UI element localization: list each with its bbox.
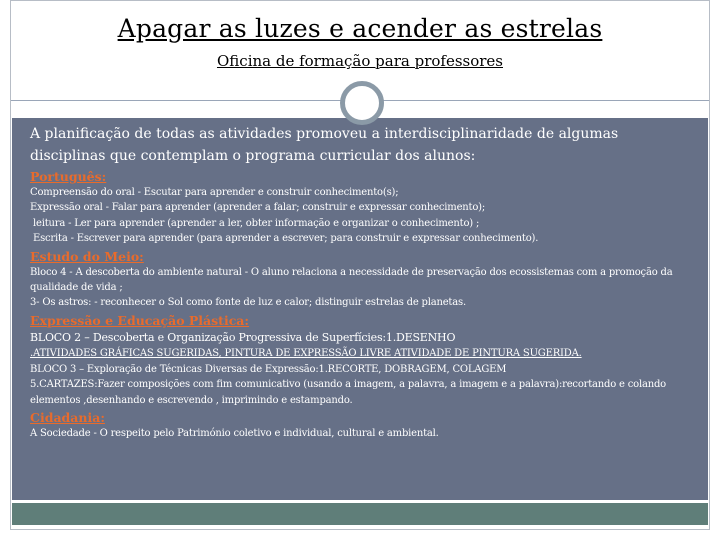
portugues-line: Escrita - Escrever para aprender (para aprender a escrever; para construir e expressar conhecimento). — [33, 233, 539, 245]
expressao-bloco2: BLOCO 2 – Descoberta e Organização Progressiva de Superfícies:1.DESENHO — [30, 330, 456, 344]
portugues-line: leitura - Ler para aprender (aprender a ler, obter informação e organizar o conhecimento) ; — [33, 217, 480, 229]
body-text — [30, 123, 695, 441]
section-heading-expressao: Expressão e Educação Plástica: — [30, 312, 250, 328]
estudo-line: 3- Os astros: - reconhecer o Sol como fonte de luz e calor; distinguir estrelas de planetas. — [30, 297, 466, 309]
section-heading-cidadania: Cidadania: — [30, 409, 105, 425]
portugues-line: Compreensão do oral - Escutar para aprender e construir conhecimento(s); — [30, 187, 399, 198]
intro-paragraph: A planificação de todas as atividades promoveu a interdisciplinaridade de algumas disciplinas que contemplam o programa curricular dos alunos: — [30, 126, 619, 164]
expressao-atividades: .ATIVIDADES GRÁFICAS SUGERIDAS, PINTURA DE EXPRESSÃO LIVRE ATIVIDADE DE PINTURA SUGERIDA. — [30, 348, 582, 360]
section-heading-estudo-do-meio: Estudo do Meio: — [30, 248, 144, 264]
footer-stripe — [12, 503, 708, 525]
expressao-bloco3: BLOCO 3 – Exploração de Técnicas Diversas de Expressão:1.RECORTE, DOBRAGEM, COLAGEM — [30, 363, 507, 375]
cidadania-line: A Sociedade - O respeito pelo Património coletivo e individual, cultural e ambiental. — [30, 427, 439, 439]
section-heading-portugues: Português: — [30, 169, 107, 184]
portugues-line: Expressão oral - Falar para aprender (aprender a falar; construir e expressar conhecimento); — [30, 202, 486, 214]
estudo-line: Bloco 4 - A descoberta do ambiente natural - O aluno relaciona a necessidade de preservação dos ecossistemas com a promoção da qualidade de vida ; — [30, 266, 673, 294]
expressao-cartazes: 5.CARTAZES:Fazer composições com fim comunicativo (usando a imagem, a palavra, a imagem e a palavra):recortando e colando elementos ,desenhando e escrevendo , imprimindo e estampando. — [30, 379, 666, 406]
circle-ornament — [340, 81, 384, 125]
slide-title: Apagar as luzes e acender as estrelas — [117, 14, 603, 43]
slide-subtitle: Oficina de formação para professores — [216, 52, 503, 70]
